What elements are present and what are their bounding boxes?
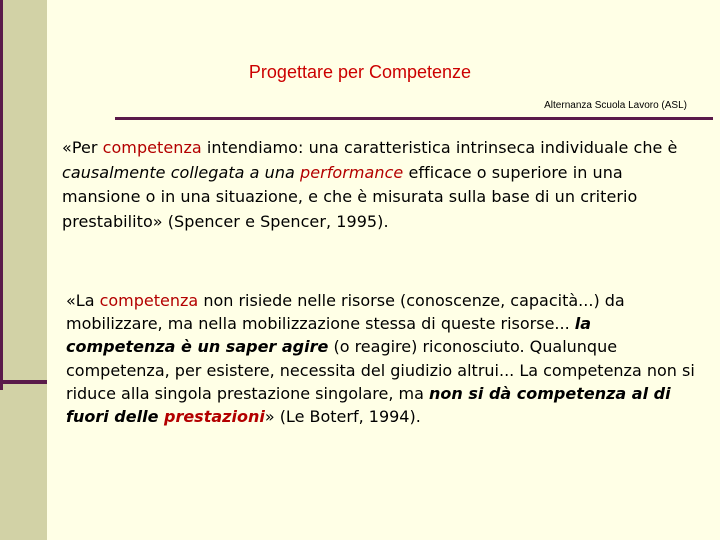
quote1-open: «Per: [62, 138, 103, 157]
quote1-keyword-performance: performance: [300, 162, 404, 182]
slide-subtitle: Alternanza Scuola Lavoro (ASL): [544, 100, 687, 111]
quote-spencer: [62, 136, 702, 234]
quote2-text-1: non risiede nelle risorse (conoscenze, capacità...) da mobilizzare, ma nella mobilizzazione stessa di queste risorse...: [66, 291, 625, 334]
slide-title-text: Progettare per Competenze: [248, 62, 472, 82]
left-accent-stripe: [0, 0, 3, 390]
quote-le-boterf: [66, 289, 696, 428]
quote2-keyword-prestazioni: prestazioni: [163, 407, 265, 427]
quote1-italic-causalmente: causalmente collegata a una: [62, 162, 295, 182]
quote2-text-2: (o reagire) riconosciuto. Qualunque competenza, per esistere, necessita del giudizio altrui... La competenza non si riduce alla singola prestazione singolare, ma: [66, 337, 695, 403]
quote2-keyword-competenza: competenza: [99, 291, 199, 310]
quote2-bold-non-si-da: non si dà competenza al di fuori delle: [66, 383, 671, 427]
slide-title: [0, 62, 720, 83]
quote1-text-2: efficace o superiore in una mansione o in una situazione, e che è misurata sulla base di un criterio prestabilito» (Spencer e Spencer, 1995).: [62, 162, 638, 231]
quote1-text-1: intendiamo: una caratteristica intrinseca individuale che è: [201, 138, 678, 157]
quote2-text-3: » (Le Boterf, 1994).: [264, 407, 421, 427]
quote2-bold-saper-agire: la competenza è un saper agire: [66, 314, 592, 357]
quote1-keyword-competenza: competenza: [102, 138, 202, 157]
left-accent-tick: [0, 380, 47, 384]
quote2-open: «La: [66, 291, 100, 310]
title-divider: [115, 117, 713, 120]
